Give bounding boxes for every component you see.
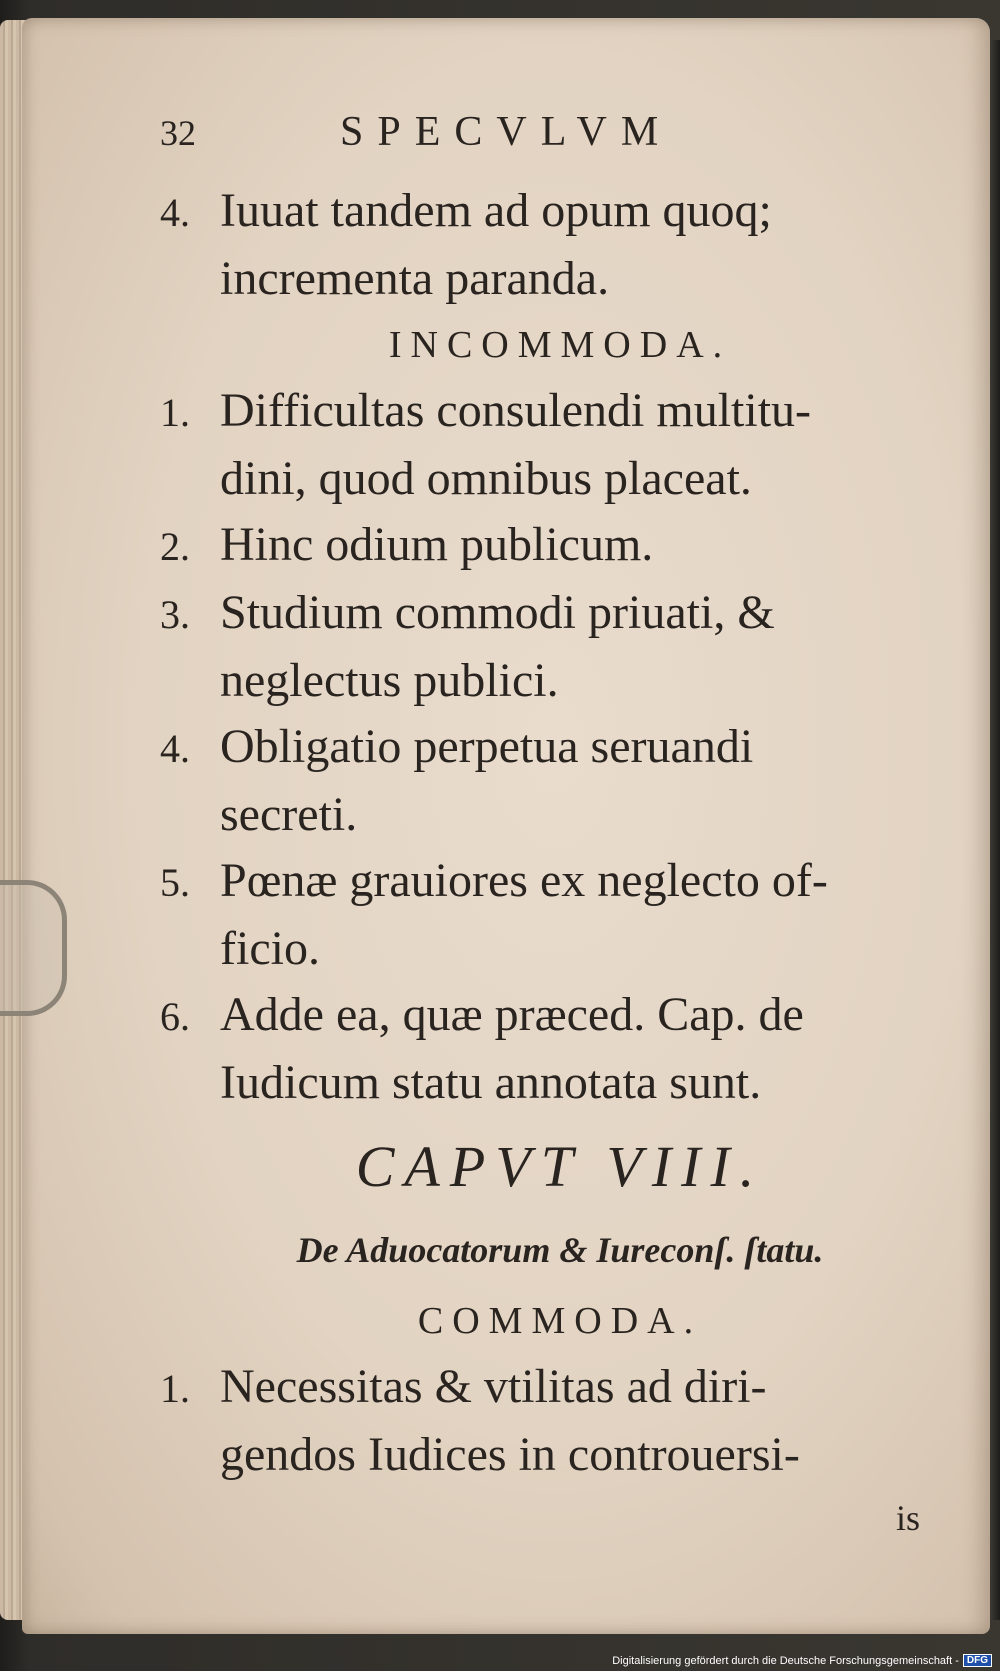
item-number: 4. [160, 726, 190, 771]
item-line: Hinc odium publicum. [220, 518, 654, 571]
list-item [160, 982, 960, 1050]
page-number: 32 [160, 113, 196, 153]
item-number: 1. [160, 1366, 190, 1411]
section-3 [160, 1354, 960, 1488]
item-number: 3. [160, 592, 190, 637]
item-line: Adde ea, quæ præced. Cap. de [220, 988, 804, 1041]
list-item [160, 580, 960, 648]
section-1 [160, 178, 960, 312]
chapter-title: CAPVT VIII. [355, 1134, 765, 1199]
digitization-footer [612, 1654, 992, 1667]
item-line: neglectus publici. [220, 654, 559, 707]
right-edge-shadow [990, 40, 1000, 1620]
list-item [160, 848, 960, 916]
item-line: ficio. [220, 922, 320, 975]
list-item [160, 378, 960, 446]
item-number: 2. [160, 524, 190, 569]
item-line: incrementa paranda. [220, 252, 610, 305]
item-line: Iuuat tandem ad opum quoq; [220, 184, 772, 237]
list-item [160, 714, 960, 782]
page-clip [0, 880, 67, 1016]
section-2 [160, 378, 960, 1116]
footer-text: Digitalisierung gefördert durch die Deutsche Forschungsgemeinschaft - [612, 1654, 959, 1667]
running-head: SPECVLVM [340, 109, 673, 155]
item-line: gendos Iudices in controuersi- [220, 1428, 800, 1481]
item-number: 6. [160, 994, 190, 1039]
item-number: 1. [160, 390, 190, 435]
list-item [160, 512, 960, 580]
item-number: 5. [160, 860, 190, 905]
section-heading: INCOMMODA. [388, 324, 732, 366]
item-line: secreti. [220, 788, 358, 841]
item-line: Studium commodi priuati, & [220, 586, 775, 639]
item-line: Pœnæ grauiores ex neglecto of- [220, 854, 828, 907]
item-line: Obligatio perpetua seruandi [220, 720, 754, 773]
item-number: 4. [160, 190, 190, 235]
chapter-subtitle: De Aduocatorum & Iureconſ. ſtatu. [296, 1230, 824, 1270]
page-text [160, 108, 960, 1548]
item-line: Necessitas & vtilitas ad diri- [220, 1360, 767, 1413]
page-header [160, 108, 960, 178]
catchword: is [895, 1498, 920, 1538]
item-line: Difficultas consulendi multitu- [220, 384, 812, 437]
list-item [160, 1354, 960, 1422]
list-item [160, 178, 960, 246]
section-heading: COMMODA. [417, 1300, 703, 1342]
item-line: dini, quod omnibus placeat. [220, 452, 752, 505]
item-line: Iudicum statu annotata sunt. [220, 1056, 762, 1109]
dfg-logo: DFG [963, 1654, 992, 1667]
